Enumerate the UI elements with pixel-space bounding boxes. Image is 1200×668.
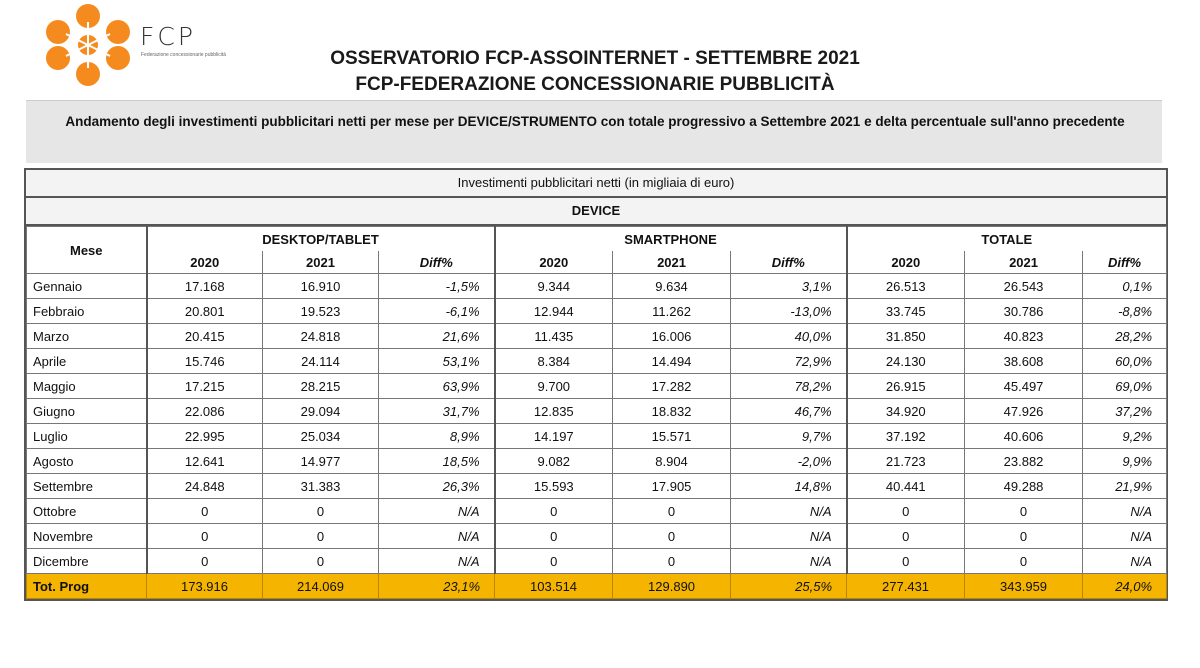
- month-cell: Dicembre: [27, 549, 147, 574]
- value-cell: 0: [847, 524, 965, 549]
- diff-cell: 14,8%: [731, 474, 847, 499]
- diff-cell: 9,2%: [1083, 424, 1167, 449]
- value-cell: 20.801: [147, 299, 263, 324]
- subheader-diff: Diff%: [1083, 251, 1167, 274]
- value-cell: 14.494: [613, 349, 731, 374]
- diff-cell: N/A: [1083, 549, 1167, 574]
- diff-cell: N/A: [1083, 524, 1167, 549]
- month-cell: Aprile: [27, 349, 147, 374]
- table-row: [27, 449, 1167, 474]
- value-cell: 26.915: [847, 374, 965, 399]
- value-cell: 12.641: [147, 449, 263, 474]
- diff-cell: 23,1%: [379, 574, 495, 599]
- value-cell: 0: [495, 549, 613, 574]
- value-cell: 31.383: [263, 474, 379, 499]
- value-cell: 24.130: [847, 349, 965, 374]
- table-row: [27, 349, 1167, 374]
- logo-tagline: Federazione concessionarie pubblicità: [141, 52, 227, 58]
- investment-table: [26, 226, 1167, 599]
- value-cell: 11.262: [613, 299, 731, 324]
- diff-cell: N/A: [731, 524, 847, 549]
- value-cell: 14.977: [263, 449, 379, 474]
- value-cell: 17.168: [147, 274, 263, 299]
- value-cell: 45.497: [965, 374, 1083, 399]
- table-row: [27, 274, 1167, 299]
- diff-cell: 9,9%: [1083, 449, 1167, 474]
- header-desktop-tablet: DESKTOP/TABLET: [147, 227, 495, 252]
- diff-cell: N/A: [731, 549, 847, 574]
- subheader-diff: Diff%: [379, 251, 495, 274]
- value-cell: 20.415: [147, 324, 263, 349]
- value-cell: 0: [147, 524, 263, 549]
- month-cell: Giugno: [27, 399, 147, 424]
- value-cell: 0: [495, 499, 613, 524]
- value-cell: 34.920: [847, 399, 965, 424]
- value-cell: 0: [613, 524, 731, 549]
- page-title: OSSERVATORIO FCP-ASSOINTERNET - SETTEMBRE 2021: [330, 48, 860, 69]
- value-cell: 19.523: [263, 299, 379, 324]
- diff-cell: N/A: [731, 499, 847, 524]
- table-row: [27, 474, 1167, 499]
- value-cell: 0: [147, 549, 263, 574]
- value-cell: 9.700: [495, 374, 613, 399]
- diff-cell: 0,1%: [1083, 274, 1167, 299]
- diff-cell: 63,9%: [379, 374, 495, 399]
- subheader-year: 2021: [613, 251, 731, 274]
- diff-cell: 31,7%: [379, 399, 495, 424]
- table-caption: Investimenti pubblicitari netti (in migliaia di euro): [26, 170, 1166, 198]
- value-cell: 14.197: [495, 424, 613, 449]
- diff-cell: -8,8%: [1083, 299, 1167, 324]
- value-cell: 31.850: [847, 324, 965, 349]
- value-cell: 103.514: [495, 574, 613, 599]
- diff-cell: 69,0%: [1083, 374, 1167, 399]
- header-totale: TOTALE: [847, 227, 1167, 252]
- value-cell: 21.723: [847, 449, 965, 474]
- value-cell: 129.890: [613, 574, 731, 599]
- month-cell: Febbraio: [27, 299, 147, 324]
- value-cell: 17.905: [613, 474, 731, 499]
- value-cell: 16.910: [263, 274, 379, 299]
- table-row: [27, 324, 1167, 349]
- value-cell: 17.282: [613, 374, 731, 399]
- investment-table-container: [24, 168, 1168, 601]
- value-cell: 214.069: [263, 574, 379, 599]
- value-cell: 22.086: [147, 399, 263, 424]
- value-cell: 18.832: [613, 399, 731, 424]
- value-cell: 38.608: [965, 349, 1083, 374]
- value-cell: 40.606: [965, 424, 1083, 449]
- diff-cell: 53,1%: [379, 349, 495, 374]
- header-smartphone: SMARTPHONE: [495, 227, 847, 252]
- diff-cell: 8,9%: [379, 424, 495, 449]
- value-cell: 0: [495, 524, 613, 549]
- diff-cell: -1,5%: [379, 274, 495, 299]
- month-cell: Novembre: [27, 524, 147, 549]
- table-row: [27, 524, 1167, 549]
- table-row: [27, 299, 1167, 324]
- diff-cell: -13,0%: [731, 299, 847, 324]
- diff-cell: N/A: [1083, 499, 1167, 524]
- diff-cell: -2,0%: [731, 449, 847, 474]
- header-mese: Mese: [27, 227, 147, 274]
- value-cell: 15.746: [147, 349, 263, 374]
- value-cell: 30.786: [965, 299, 1083, 324]
- value-cell: 0: [965, 499, 1083, 524]
- value-cell: 25.034: [263, 424, 379, 449]
- month-cell: Maggio: [27, 374, 147, 399]
- diff-cell: N/A: [379, 499, 495, 524]
- value-cell: 26.543: [965, 274, 1083, 299]
- value-cell: 0: [263, 549, 379, 574]
- diff-cell: 18,5%: [379, 449, 495, 474]
- value-cell: 22.995: [147, 424, 263, 449]
- value-cell: 29.094: [263, 399, 379, 424]
- month-cell: Luglio: [27, 424, 147, 449]
- diff-cell: 60,0%: [1083, 349, 1167, 374]
- subheader-year: 2020: [147, 251, 263, 274]
- value-cell: 15.593: [495, 474, 613, 499]
- table-row: [27, 374, 1167, 399]
- value-cell: 40.441: [847, 474, 965, 499]
- value-cell: 9.082: [495, 449, 613, 474]
- value-cell: 26.513: [847, 274, 965, 299]
- logo-wordmark: FCP: [140, 22, 196, 51]
- table-row: [27, 549, 1167, 574]
- diff-cell: 78,2%: [731, 374, 847, 399]
- diff-cell: 24,0%: [1083, 574, 1167, 599]
- value-cell: 24.114: [263, 349, 379, 374]
- diff-cell: N/A: [379, 549, 495, 574]
- table-row: [27, 499, 1167, 524]
- subheader-year: 2020: [495, 251, 613, 274]
- value-cell: 9.634: [613, 274, 731, 299]
- value-cell: 24.848: [147, 474, 263, 499]
- diff-cell: -6,1%: [379, 299, 495, 324]
- diff-cell: 37,2%: [1083, 399, 1167, 424]
- diff-cell: 26,3%: [379, 474, 495, 499]
- value-cell: 23.882: [965, 449, 1083, 474]
- subheader-year: 2021: [263, 251, 379, 274]
- diff-cell: 46,7%: [731, 399, 847, 424]
- value-cell: 47.926: [965, 399, 1083, 424]
- subheader-year: 2021: [965, 251, 1083, 274]
- subheader-year: 2020: [847, 251, 965, 274]
- description-text: Andamento degli investimenti pubblicitari netti per mese per DEVICE/STRUMENTO con totale progressivo a Settembre 2021 e delta percentuale sull'anno precedente: [65, 114, 1125, 129]
- value-cell: 343.959: [965, 574, 1083, 599]
- value-cell: 0: [847, 549, 965, 574]
- subheader-diff: Diff%: [731, 251, 847, 274]
- table-section-title: DEVICE: [26, 198, 1166, 226]
- value-cell: 17.215: [147, 374, 263, 399]
- diff-cell: 40,0%: [731, 324, 847, 349]
- diff-cell: 28,2%: [1083, 324, 1167, 349]
- total-row: [27, 574, 1167, 599]
- value-cell: 37.192: [847, 424, 965, 449]
- month-cell: Tot. Prog: [27, 574, 147, 599]
- diff-cell: 21,6%: [379, 324, 495, 349]
- value-cell: 8.904: [613, 449, 731, 474]
- value-cell: 0: [263, 524, 379, 549]
- value-cell: 8.384: [495, 349, 613, 374]
- value-cell: 0: [965, 524, 1083, 549]
- value-cell: 40.823: [965, 324, 1083, 349]
- value-cell: 12.835: [495, 399, 613, 424]
- value-cell: 11.435: [495, 324, 613, 349]
- value-cell: 24.818: [263, 324, 379, 349]
- value-cell: 12.944: [495, 299, 613, 324]
- value-cell: 16.006: [613, 324, 731, 349]
- value-cell: 15.571: [613, 424, 731, 449]
- value-cell: 28.215: [263, 374, 379, 399]
- diff-cell: N/A: [379, 524, 495, 549]
- value-cell: 173.916: [147, 574, 263, 599]
- month-cell: Marzo: [27, 324, 147, 349]
- value-cell: 33.745: [847, 299, 965, 324]
- table-row: [27, 424, 1167, 449]
- table-row: [27, 399, 1167, 424]
- month-cell: Agosto: [27, 449, 147, 474]
- page-subtitle: FCP-FEDERAZIONE CONCESSIONARIE PUBBLICITÀ: [355, 74, 835, 95]
- value-cell: 9.344: [495, 274, 613, 299]
- diff-cell: 9,7%: [731, 424, 847, 449]
- value-cell: 0: [147, 499, 263, 524]
- month-cell: Ottobre: [27, 499, 147, 524]
- value-cell: 0: [847, 499, 965, 524]
- value-cell: 277.431: [847, 574, 965, 599]
- diff-cell: 25,5%: [731, 574, 847, 599]
- diff-cell: 3,1%: [731, 274, 847, 299]
- month-cell: Gennaio: [27, 274, 147, 299]
- value-cell: 0: [263, 499, 379, 524]
- value-cell: 0: [965, 549, 1083, 574]
- value-cell: 49.288: [965, 474, 1083, 499]
- diff-cell: 21,9%: [1083, 474, 1167, 499]
- value-cell: 0: [613, 549, 731, 574]
- value-cell: 0: [613, 499, 731, 524]
- diff-cell: 72,9%: [731, 349, 847, 374]
- month-cell: Settembre: [27, 474, 147, 499]
